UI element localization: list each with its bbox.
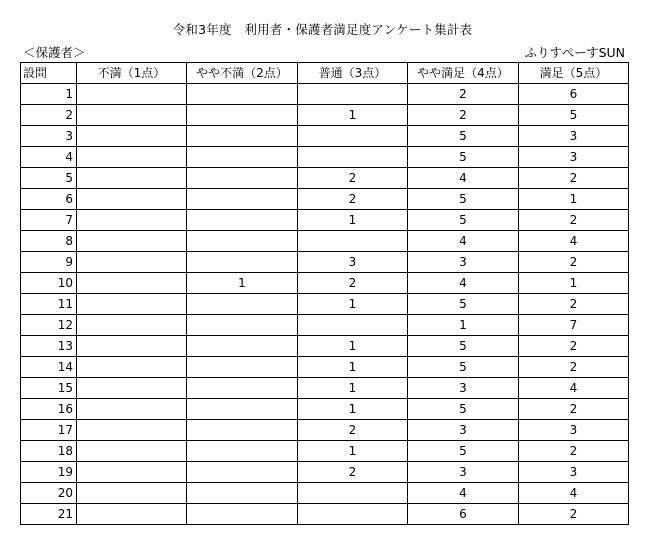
somewhat-dissatisfied-count-cell bbox=[187, 210, 298, 231]
table-row bbox=[21, 378, 629, 399]
somewhat-dissatisfied-count-cell bbox=[187, 126, 298, 147]
dissatisfied-count-cell bbox=[77, 168, 187, 189]
satisfied-count-cell: 2 bbox=[519, 168, 629, 189]
somewhat-satisfied-count-cell: 5 bbox=[408, 399, 519, 420]
somewhat-satisfied-count-cell: 5 bbox=[408, 210, 519, 231]
somewhat-satisfied-count-cell: 2 bbox=[408, 105, 519, 126]
question-number-cell: 4 bbox=[21, 147, 77, 168]
somewhat-dissatisfied-count-cell bbox=[187, 336, 298, 357]
neutral-count-cell bbox=[298, 483, 408, 504]
satisfied-count-cell: 2 bbox=[519, 399, 629, 420]
question-number-cell: 15 bbox=[21, 378, 77, 399]
somewhat-satisfied-count-cell: 5 bbox=[408, 357, 519, 378]
neutral-count-cell bbox=[298, 504, 408, 525]
somewhat-dissatisfied-count-cell bbox=[187, 252, 298, 273]
table-row bbox=[21, 84, 629, 105]
satisfied-count-cell: 3 bbox=[519, 420, 629, 441]
somewhat-dissatisfied-count-cell bbox=[187, 105, 298, 126]
somewhat-satisfied-count-cell: 5 bbox=[408, 189, 519, 210]
somewhat-satisfied-count-cell: 1 bbox=[408, 315, 519, 336]
somewhat-satisfied-count-cell: 4 bbox=[408, 483, 519, 504]
question-number-cell: 11 bbox=[21, 294, 77, 315]
dissatisfied-count-cell bbox=[77, 189, 187, 210]
somewhat-satisfied-count-cell: 3 bbox=[408, 420, 519, 441]
satisfied-count-cell: 3 bbox=[519, 126, 629, 147]
question-number-cell: 14 bbox=[21, 357, 77, 378]
neutral-count-cell: 1 bbox=[298, 294, 408, 315]
satisfied-count-cell: 5 bbox=[519, 105, 629, 126]
neutral-count-cell: 1 bbox=[298, 336, 408, 357]
table-row bbox=[21, 357, 629, 378]
neutral-count-cell: 1 bbox=[298, 210, 408, 231]
somewhat-dissatisfied-count-cell bbox=[187, 357, 298, 378]
neutral-count-cell: 2 bbox=[298, 273, 408, 294]
somewhat-satisfied-count-cell: 5 bbox=[408, 147, 519, 168]
table-header-row bbox=[21, 63, 629, 84]
dissatisfied-count-cell bbox=[77, 294, 187, 315]
satisfied-count-cell: 2 bbox=[519, 210, 629, 231]
column-header-somewhat-dissatisfied: やや不満（2点） bbox=[187, 63, 298, 84]
satisfied-count-cell: 7 bbox=[519, 315, 629, 336]
neutral-count-cell: 2 bbox=[298, 462, 408, 483]
table-row bbox=[21, 294, 629, 315]
question-number-cell: 18 bbox=[21, 441, 77, 462]
somewhat-dissatisfied-count-cell bbox=[187, 504, 298, 525]
table-row bbox=[21, 315, 629, 336]
satisfied-count-cell: 2 bbox=[519, 357, 629, 378]
dissatisfied-count-cell bbox=[77, 252, 187, 273]
table-row bbox=[21, 504, 629, 525]
dissatisfied-count-cell bbox=[77, 315, 187, 336]
somewhat-satisfied-count-cell: 4 bbox=[408, 231, 519, 252]
somewhat-satisfied-count-cell: 4 bbox=[408, 273, 519, 294]
satisfied-count-cell: 4 bbox=[519, 231, 629, 252]
somewhat-satisfied-count-cell: 3 bbox=[408, 378, 519, 399]
question-number-cell: 3 bbox=[21, 126, 77, 147]
question-number-cell: 20 bbox=[21, 483, 77, 504]
satisfied-count-cell: 3 bbox=[519, 147, 629, 168]
facility-name: ふりすぺーすSUN bbox=[524, 45, 625, 60]
satisfied-count-cell: 4 bbox=[519, 483, 629, 504]
neutral-count-cell: 2 bbox=[298, 168, 408, 189]
somewhat-satisfied-count-cell: 5 bbox=[408, 126, 519, 147]
satisfied-count-cell: 2 bbox=[519, 294, 629, 315]
somewhat-dissatisfied-count-cell bbox=[187, 315, 298, 336]
somewhat-dissatisfied-count-cell bbox=[187, 147, 298, 168]
table-row bbox=[21, 126, 629, 147]
satisfied-count-cell: 2 bbox=[519, 252, 629, 273]
question-number-cell: 17 bbox=[21, 420, 77, 441]
question-number-cell: 7 bbox=[21, 210, 77, 231]
neutral-count-cell bbox=[298, 84, 408, 105]
dissatisfied-count-cell bbox=[77, 441, 187, 462]
somewhat-dissatisfied-count-cell bbox=[187, 441, 298, 462]
dissatisfied-count-cell bbox=[77, 105, 187, 126]
question-number-cell: 16 bbox=[21, 399, 77, 420]
neutral-count-cell bbox=[298, 126, 408, 147]
satisfied-count-cell: 2 bbox=[519, 336, 629, 357]
table-row bbox=[21, 483, 629, 504]
dissatisfied-count-cell bbox=[77, 273, 187, 294]
somewhat-dissatisfied-count-cell bbox=[187, 168, 298, 189]
dissatisfied-count-cell bbox=[77, 420, 187, 441]
respondent-group-label: ＜保護者＞ bbox=[23, 45, 86, 60]
neutral-count-cell: 1 bbox=[298, 378, 408, 399]
table-row bbox=[21, 399, 629, 420]
column-header-somewhat-satisfied: やや満足（4点） bbox=[408, 63, 519, 84]
somewhat-satisfied-count-cell: 3 bbox=[408, 252, 519, 273]
somewhat-dissatisfied-count-cell bbox=[187, 399, 298, 420]
dissatisfied-count-cell bbox=[77, 504, 187, 525]
table-row bbox=[21, 105, 629, 126]
question-number-cell: 10 bbox=[21, 273, 77, 294]
satisfied-count-cell: 2 bbox=[519, 504, 629, 525]
neutral-count-cell: 3 bbox=[298, 252, 408, 273]
somewhat-dissatisfied-count-cell bbox=[187, 84, 298, 105]
column-header-question: 設問 bbox=[21, 63, 77, 84]
question-number-cell: 21 bbox=[21, 504, 77, 525]
dissatisfied-count-cell bbox=[77, 231, 187, 252]
somewhat-dissatisfied-count-cell bbox=[187, 483, 298, 504]
somewhat-satisfied-count-cell: 5 bbox=[408, 294, 519, 315]
question-number-cell: 1 bbox=[21, 84, 77, 105]
neutral-count-cell: 1 bbox=[298, 357, 408, 378]
somewhat-dissatisfied-count-cell bbox=[187, 294, 298, 315]
table-row bbox=[21, 336, 629, 357]
dissatisfied-count-cell bbox=[77, 399, 187, 420]
table-row bbox=[21, 189, 629, 210]
neutral-count-cell: 2 bbox=[298, 189, 408, 210]
dissatisfied-count-cell bbox=[77, 210, 187, 231]
satisfied-count-cell: 2 bbox=[519, 441, 629, 462]
table-row bbox=[21, 441, 629, 462]
table-row bbox=[21, 231, 629, 252]
neutral-count-cell: 1 bbox=[298, 441, 408, 462]
somewhat-satisfied-count-cell: 5 bbox=[408, 336, 519, 357]
somewhat-satisfied-count-cell: 4 bbox=[408, 168, 519, 189]
dissatisfied-count-cell bbox=[77, 147, 187, 168]
question-number-cell: 13 bbox=[21, 336, 77, 357]
dissatisfied-count-cell bbox=[77, 126, 187, 147]
dissatisfied-count-cell bbox=[77, 462, 187, 483]
column-header-satisfied: 満足（5点） bbox=[519, 63, 629, 84]
somewhat-dissatisfied-count-cell bbox=[187, 462, 298, 483]
somewhat-dissatisfied-count-cell bbox=[187, 231, 298, 252]
table-body bbox=[21, 84, 629, 525]
table-row bbox=[21, 273, 629, 294]
table-row bbox=[21, 210, 629, 231]
neutral-count-cell: 2 bbox=[298, 420, 408, 441]
satisfied-count-cell: 4 bbox=[519, 378, 629, 399]
survey-results-table bbox=[20, 62, 629, 525]
column-header-neutral: 普通（3点） bbox=[298, 63, 408, 84]
table-row bbox=[21, 147, 629, 168]
table-row bbox=[21, 420, 629, 441]
somewhat-satisfied-count-cell: 2 bbox=[408, 84, 519, 105]
question-number-cell: 19 bbox=[21, 462, 77, 483]
table-row bbox=[21, 252, 629, 273]
satisfied-count-cell: 1 bbox=[519, 273, 629, 294]
somewhat-satisfied-count-cell: 6 bbox=[408, 504, 519, 525]
somewhat-dissatisfied-count-cell bbox=[187, 189, 298, 210]
dissatisfied-count-cell bbox=[77, 336, 187, 357]
document-title: 令和3年度 利用者・保護者満足度アンケート集計表 bbox=[172, 22, 473, 37]
question-number-cell: 9 bbox=[21, 252, 77, 273]
somewhat-satisfied-count-cell: 3 bbox=[408, 462, 519, 483]
table-row bbox=[21, 168, 629, 189]
neutral-count-cell: 1 bbox=[298, 399, 408, 420]
question-number-cell: 2 bbox=[21, 105, 77, 126]
question-number-cell: 8 bbox=[21, 231, 77, 252]
dissatisfied-count-cell bbox=[77, 357, 187, 378]
somewhat-dissatisfied-count-cell bbox=[187, 378, 298, 399]
somewhat-dissatisfied-count-cell: 1 bbox=[187, 273, 298, 294]
somewhat-dissatisfied-count-cell bbox=[187, 420, 298, 441]
satisfied-count-cell: 1 bbox=[519, 189, 629, 210]
dissatisfied-count-cell bbox=[77, 483, 187, 504]
somewhat-satisfied-count-cell: 5 bbox=[408, 441, 519, 462]
question-number-cell: 5 bbox=[21, 168, 77, 189]
satisfied-count-cell: 6 bbox=[519, 84, 629, 105]
neutral-count-cell: 1 bbox=[298, 105, 408, 126]
neutral-count-cell bbox=[298, 231, 408, 252]
column-header-dissatisfied: 不満（1点） bbox=[77, 63, 187, 84]
dissatisfied-count-cell bbox=[77, 84, 187, 105]
satisfied-count-cell: 3 bbox=[519, 462, 629, 483]
neutral-count-cell bbox=[298, 147, 408, 168]
neutral-count-cell bbox=[298, 315, 408, 336]
question-number-cell: 12 bbox=[21, 315, 77, 336]
dissatisfied-count-cell bbox=[77, 378, 187, 399]
table-row bbox=[21, 462, 629, 483]
question-number-cell: 6 bbox=[21, 189, 77, 210]
